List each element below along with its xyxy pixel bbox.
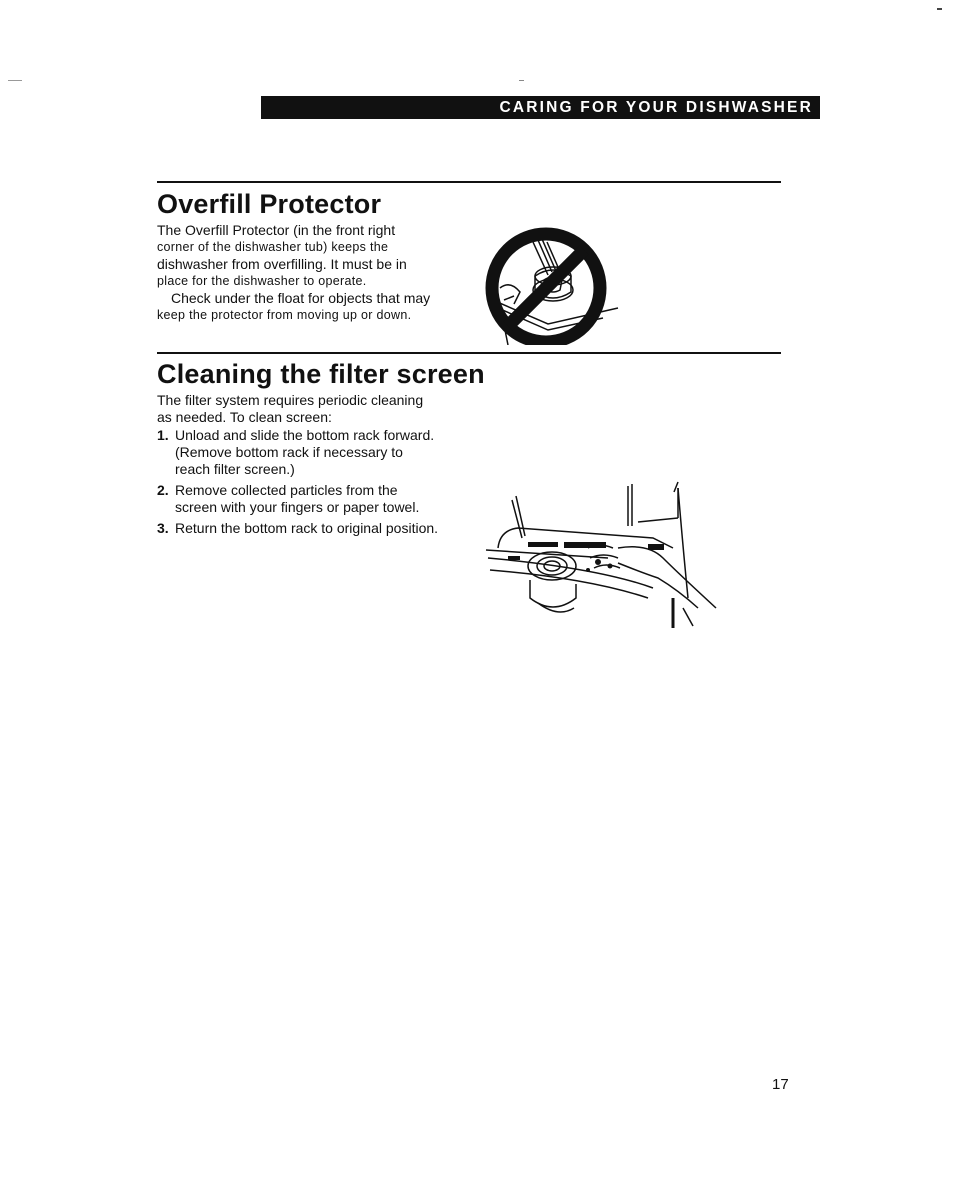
step-number: 2. — [157, 482, 169, 498]
list-item — [157, 520, 477, 537]
list-item — [157, 427, 477, 478]
section-divider — [157, 352, 781, 354]
text-line: as needed. To clean screen: — [157, 409, 332, 425]
step-number: 1. — [157, 427, 169, 443]
step-number: 3. — [157, 520, 169, 536]
section-title: CARING FOR YOUR DISHWASHER — [499, 99, 813, 116]
step-text: Unload and slide the bottom rack forward. — [175, 427, 435, 443]
overfill-description — [157, 222, 467, 324]
section-header-bar — [261, 96, 820, 119]
step-text: reach filter screen.) — [175, 461, 295, 477]
scan-mark — [937, 8, 942, 10]
step-text: (Remove bottom rack if necessary to — [175, 444, 403, 460]
page-number: 17 — [772, 1076, 789, 1093]
text-line: keep the protector from moving up or down. — [157, 308, 412, 322]
text-line: The filter system requires periodic cleaning — [157, 392, 424, 408]
text-line: corner of the dishwasher tub) keeps the — [157, 240, 389, 254]
text-line: dishwasher from overfilling. It must be in — [157, 256, 407, 272]
filter-screen-illustration — [478, 478, 723, 633]
cleaning-steps-list — [157, 427, 477, 541]
overfill-heading: Overfill Protector — [157, 189, 382, 219]
filter-intro — [157, 392, 477, 426]
scan-mark — [8, 80, 22, 81]
filter-heading: Cleaning the filter screen — [157, 359, 485, 389]
overfill-protector-illustration — [478, 220, 623, 345]
step-text: Remove collected particles from the — [175, 482, 398, 498]
text-line: The Overfill Protector (in the front right — [157, 222, 396, 238]
list-item — [157, 482, 477, 516]
section-divider — [157, 181, 781, 183]
scan-mark — [519, 80, 524, 81]
step-text: screen with your fingers or paper towel. — [175, 499, 420, 515]
text-line: place for the dishwasher to operate. — [157, 274, 367, 288]
step-text: Return the bottom rack to original position. — [175, 520, 439, 536]
text-line: Check under the float for objects that may — [171, 290, 431, 306]
